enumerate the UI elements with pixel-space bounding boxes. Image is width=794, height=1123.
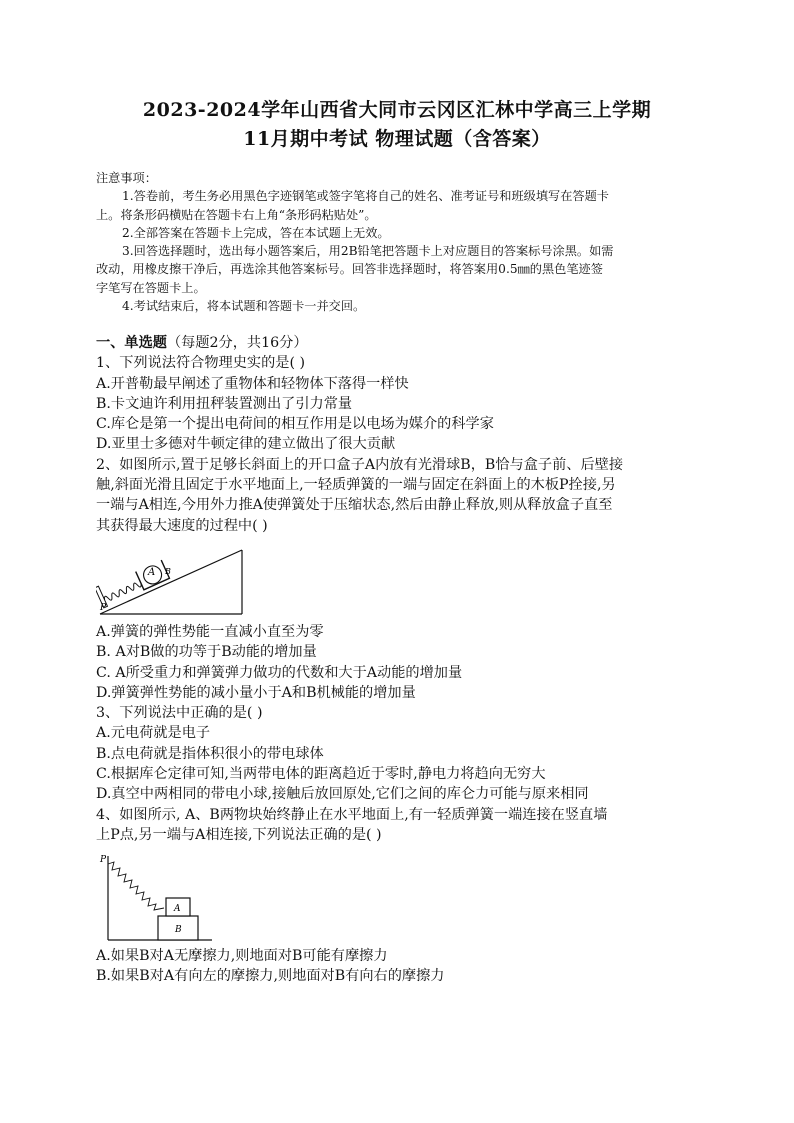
spring: [103, 581, 142, 603]
q2-stem-line: 触,斜面光滑且固定于水平地面上,一轻质弹簧的一端与固定在斜面上的木板P拴接,另: [96, 477, 616, 494]
label-a: A: [174, 904, 181, 914]
q2-option-a: A.弹簧的弹性势能一直减小直至为零: [96, 624, 324, 640]
q3-option-b: B.点电荷就是指体积很小的带电球体: [96, 745, 324, 762]
q3-option-d: D.真空中两相同的带电小球,接触后放回原处,它们之间的库仑力可能与原来相同: [96, 786, 589, 803]
q3-option-a: A.元电荷就是电子: [96, 725, 211, 742]
title-line-2: 11月期中考试 物理试题（含答案）: [243, 128, 551, 150]
q1-option-b: B.卡文迪许利用扭秤装置测出了引力常量: [96, 395, 353, 412]
notes: [96, 169, 706, 315]
q3-stem: 3、下列说法中正确的是( ): [96, 705, 263, 722]
note-line: 4.考试结束后，将本试题和答题卡一并交回。: [122, 299, 366, 314]
q4-options: [96, 946, 706, 987]
q2-stem-line: 一端与A相连,今用外力推A使弹簧处于压缩状态,然后由静止释放,则从释放盒子直至: [96, 497, 613, 514]
q1-option-c: C.库仑是第一个提出电荷间的相互作用是以电场为媒介的科学家: [96, 416, 494, 433]
note-line: 3.回答选择题时，选出每小题答案后，用2B铅笔把答题卡上对应题目的答案标号涂黑。如需: [122, 244, 614, 259]
section-heading: [96, 333, 706, 353]
title-line-1: 2023-2024学年山西省大同市云冈区汇林中学高三上学期: [142, 99, 652, 121]
label-b: B: [175, 925, 182, 935]
q4-option-a: A.如果B对A无摩擦力,则地面对B可能有摩擦力: [96, 948, 388, 964]
q1-stem: 1、下列说法符合物理史实的是( ): [96, 355, 306, 372]
note-line: 上。将条形码横贴在答题卡右上角“条形码粘贴处”。: [96, 207, 377, 222]
q2-stem-line: 2、如图所示,置于足够长斜面上的开口盒子A内放有光滑球B，B恰与盒子前、后壁接: [96, 456, 624, 473]
incline-surface: [100, 550, 242, 614]
note-line: 改动，用橡皮擦干净后，再选涂其他答案标号。回答非选择题时，将答案用0.5㎜的黑色笔迹签: [96, 262, 603, 277]
section-1: [96, 333, 706, 536]
spring: [108, 862, 164, 910]
label-p: P: [100, 855, 107, 865]
q2-options: [96, 622, 706, 845]
q4-stem-line: 4、如图所示, A、B两物块始终静止在水平地面上,有一轻质弹簧一端连接在竖直墙: [96, 806, 608, 823]
note-line: 2.全部答案在答题卡上完成，答在本试题上无效。: [122, 225, 390, 240]
section-scoring: （每题2分，共16分）: [166, 335, 308, 351]
q2-figure: [96, 548, 246, 618]
label-a: A: [148, 567, 156, 578]
q2-option-c: C. A所受重力和弹簧弹力做功的代数和大于A动能的增加量: [96, 664, 463, 681]
note-line: 1.答卷前，考生务必用黑色字迹钢笔或签字笔将自己的姓名、准考证号和班级填写在答题卡: [122, 189, 609, 204]
section-title: 一、单选题: [96, 335, 167, 351]
q2-option-b: B. A对B做的功等于B动能的增加量: [96, 644, 317, 661]
q3-option-c: C.根据库仑定律可知,当两带电体的距离趋近于零时,静电力将趋向无穷大: [96, 766, 546, 783]
notes-heading: 注意事项：: [96, 171, 157, 185]
q1-option-a: A.开普勒最早阐述了重物体和轻物体下落得一样快: [96, 375, 409, 392]
q4-figure: [96, 852, 216, 944]
note-line: 字笔写在答题卡上。: [96, 280, 206, 295]
label-p: P: [100, 603, 107, 613]
q2-option-d: D.弹簧弹性势能的减小量小于A和B机械能的增加量: [96, 684, 416, 701]
q1-option-d: D.亚里士多德对牛顿定律的建立做出了很大贡献: [96, 436, 396, 453]
q2-stem-line: 其获得最大速度的过程中( ): [96, 517, 268, 534]
label-b: B: [165, 567, 171, 576]
q4-stem-line: 上P点,另一端与A相连接,下列说法正确的是( ): [96, 826, 382, 843]
q4-option-b: B.如果B对A有向左的摩擦力,则地面对B有向右的摩擦力: [96, 968, 445, 985]
